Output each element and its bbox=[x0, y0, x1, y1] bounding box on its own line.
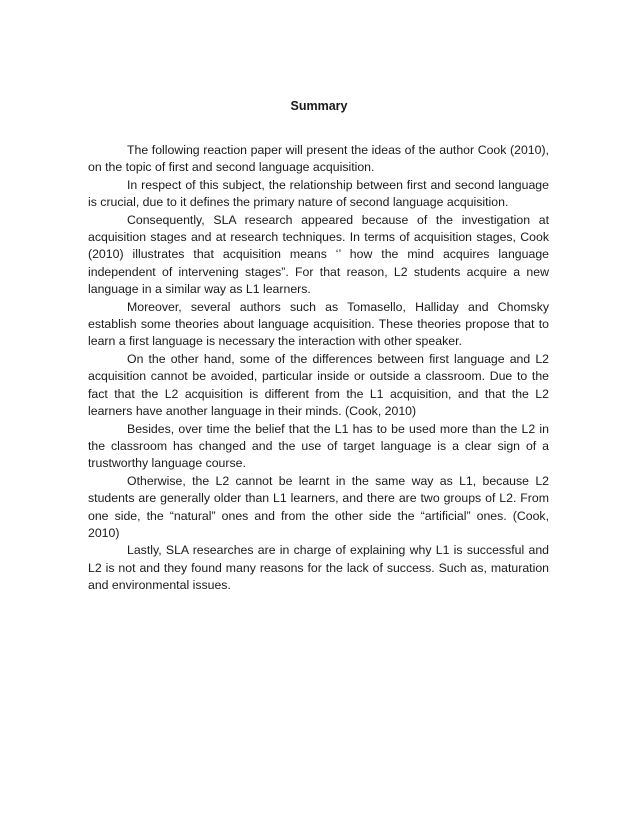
paragraph-7: Otherwise, the L2 cannot be learnt in the same way as L1, because L2 students are generally older than L1 learners, and there are two groups of L2. From one side, the “natural” ones and from the other side the “artificial” ones. (Cook, 2010) bbox=[88, 473, 549, 540]
page-title: Summary bbox=[290, 99, 348, 113]
paragraph-1: The following reaction paper will present the ideas of the author Cook (2010), on the topic of first and second language acquisition. bbox=[88, 143, 549, 175]
paragraph-8: Lastly, SLA researches are in charge of explaining why L1 is successful and L2 is not and they found many reasons for the lack of success. Such as, maturation and environmental issues. bbox=[88, 543, 549, 593]
paragraph-5: On the other hand, some of the differences between first language and L2 acquisition cannot be avoided, particular inside or outside a classroom. Due to the fact that the L2 acquisition is different from the L1 acquisition, and that the L2 learners have another language in their minds. (Cook, 2010) bbox=[88, 351, 549, 419]
paragraph-3: Consequently, SLA research appeared because of the investigation at acquisition stages and at research techniques. In terms of acquisition stages, Cook (2010) illustrates that acquisition means ‘’ how the mind acquires language independent of intervening stages”. For that reason, L2 students acquire a new language in a similar way as L1 learners. bbox=[88, 212, 549, 297]
paragraph-2: In respect of this subject, the relationship between first and second language is crucial, due to it defines the primary nature of second language acquisition. bbox=[88, 177, 549, 210]
document-body bbox=[88, 142, 549, 595]
paragraph-4: Moreover, several authors such as Tomasello, Halliday and Chomsky establish some theories about language acquisition. These theories propose that to learn a first language is necessary the interaction with other speaker. bbox=[88, 299, 549, 349]
paragraph-6: Besides, over time the belief that the L1 has to be used more than the L2 in the classroom has changed and the use of target language is a clear sign of a trustworthy language course. bbox=[88, 421, 549, 471]
